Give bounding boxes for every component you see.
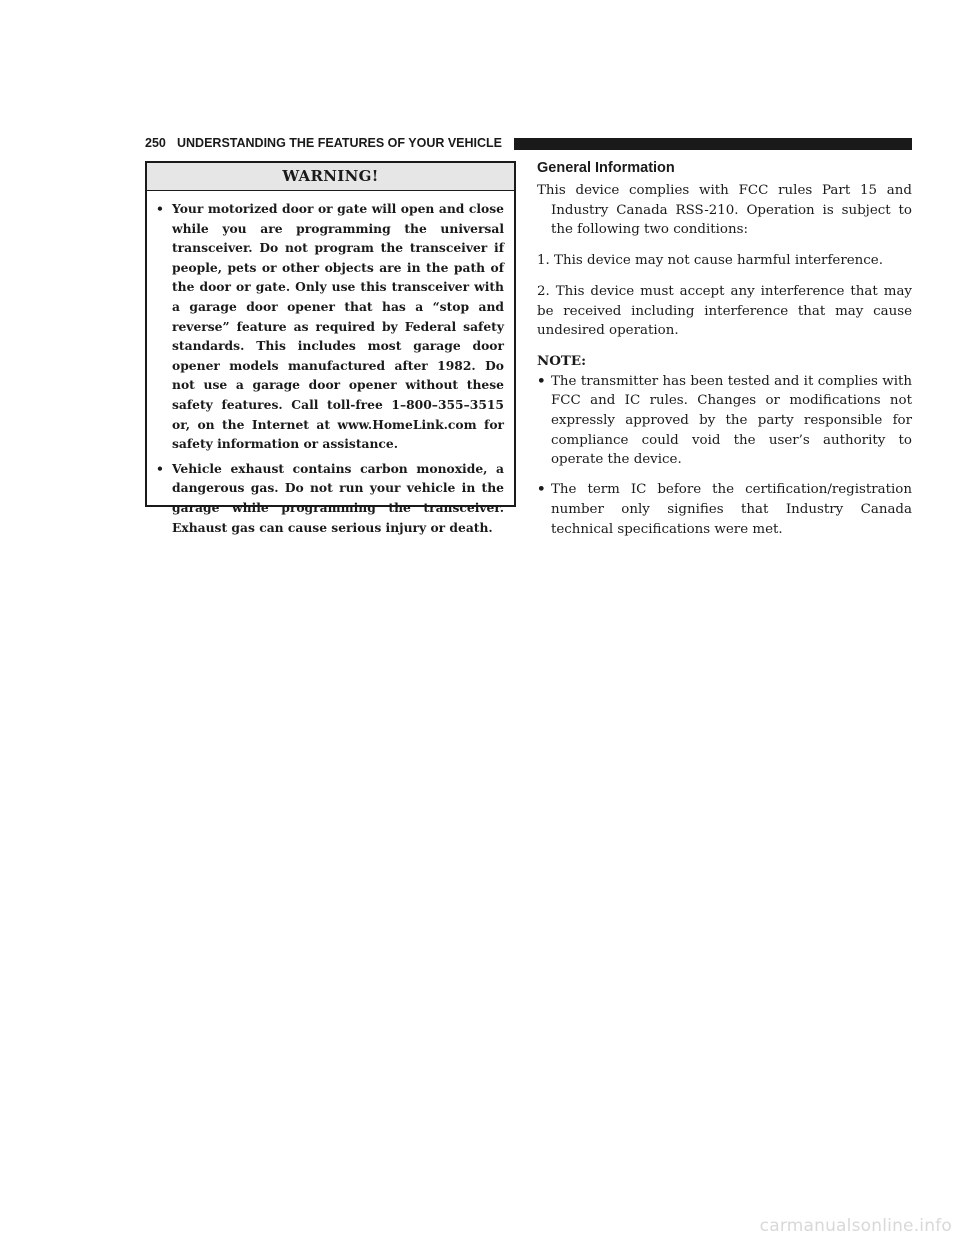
chapter-title: UNDERSTANDING THE FEATURES OF YOUR VEHICLE <box>177 136 503 150</box>
warning-list <box>147 191 514 537</box>
warning-item <box>155 459 504 537</box>
bullet-icon: • <box>537 372 546 389</box>
warning-item-text: Your motorized door or gate will open and close while you are programming the universal transceiver. Do not program the transceiver if people, pets or other objects are in the path of the door or gate. Only use this transceiver with a garage door opener that has a “stop and reverse” feature as required by Federal safety standards. This includes most garage door opener models manufactured after 1982. Do not use a garage door opener without these safety features. Call toll-free 1–800–355–3515 or, on the Internet at www.HomeLink.com for safety information or assistance. <box>172 201 504 452</box>
warning-item <box>155 199 504 454</box>
intro-paragraph: This device complies with FCC rules Part 15 and Industry Canada RSS-210. Operation is subject to the following two conditions: <box>537 183 912 238</box>
bullet-icon: • <box>156 460 164 476</box>
warning-item-text: Vehicle exhaust contains carbon monoxide, a dangerous gas. Do not run your vehicle in the garage while programming the transceiver. Exhaust gas can cause serious injury or death. <box>172 460 504 535</box>
note-label: NOTE: <box>537 352 587 369</box>
note-item <box>537 480 912 539</box>
note-item-text: The term IC before the certification/registration number only signifies that Industry Canada technical specifications were met. <box>551 482 912 537</box>
page-header <box>0 134 960 156</box>
warning-heading: WARNING! <box>147 163 514 191</box>
page-number: 250 <box>145 136 166 150</box>
watermark: carmanualsonline.info <box>759 1216 952 1236</box>
bullet-icon: • <box>537 481 546 498</box>
warning-box <box>145 161 516 535</box>
section-title: General Information <box>537 160 675 176</box>
note-item-text: The transmitter has been tested and it complies with FCC and IC rules. Changes or modifications not expressly approved by the party responsible for compliance could void the user’s authority to operate the device. <box>551 373 912 468</box>
header-bar <box>514 138 912 150</box>
condition-1: 1. This device may not cause harmful interference. <box>537 253 883 269</box>
general-information-section <box>537 158 912 549</box>
bullet-icon: • <box>156 201 164 216</box>
condition-2: 2. This device must accept any interference that may be received including interference that may cause undesired operation. <box>537 283 912 339</box>
note-list <box>537 372 912 540</box>
note-item <box>537 372 912 471</box>
